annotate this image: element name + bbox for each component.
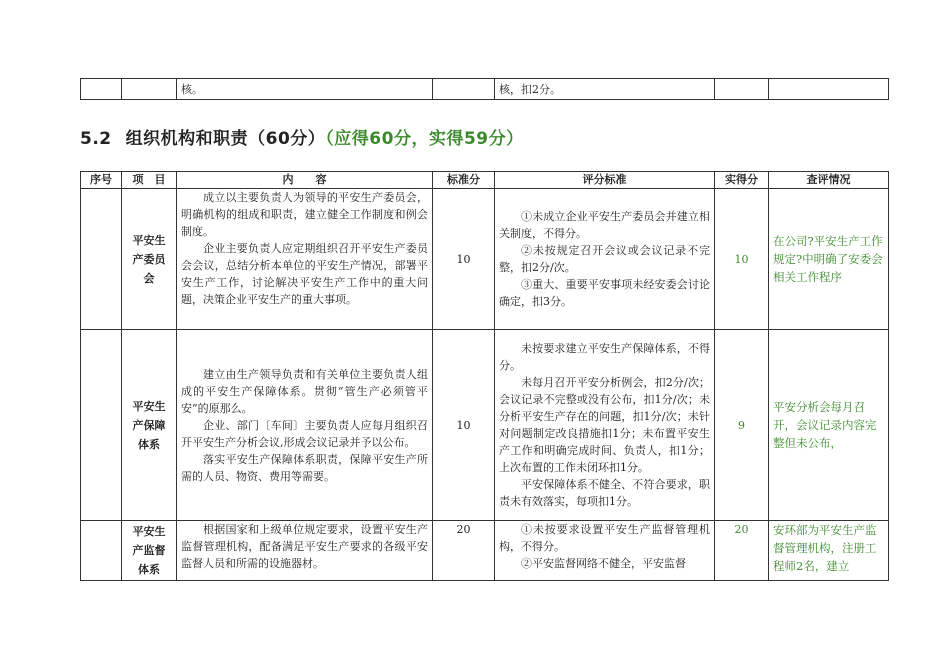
content-paragraph: 建立由生产领导负责和有关单位主要负责人组成的平安生产保障体系。贯彻“管生产必须管平安”的原那么。 bbox=[181, 367, 428, 415]
section-number: 5.2 bbox=[80, 129, 112, 149]
content-paragraph: 落实平安生产保障体系职责，保障平安生产所需的人员、物资、费用等需要。 bbox=[181, 452, 428, 483]
content-paragraph: 企业、部门〔车间〕主要负责人应每月组织召开平安生产分析会议,形成会议记录并予以公布。 bbox=[181, 418, 428, 449]
section-title: 组织机构和职责（60分） bbox=[125, 129, 326, 149]
cell-finding: 平安分析会每月召开，会议记录内容完整但未公布， bbox=[769, 330, 889, 521]
header-item: 项 目 bbox=[122, 172, 177, 189]
cell-seq bbox=[81, 521, 122, 581]
content-paragraph: 成立以主要负责人为领导的平安生产委员会，明确机构的组成和职责，建立健全工作制度和例会制度。 bbox=[181, 191, 428, 238]
cell-actual: 20 bbox=[715, 521, 769, 581]
cell-seq bbox=[81, 330, 122, 521]
cell-criteria: 核，扣2分。 bbox=[495, 79, 715, 100]
cell-actual: 9 bbox=[715, 330, 769, 521]
cell-actual: 10 bbox=[715, 189, 769, 330]
cell-standard bbox=[433, 79, 495, 100]
header-actual: 实得分 bbox=[715, 172, 769, 189]
cell-criteria bbox=[495, 189, 715, 330]
criteria-item: 未按要求建立平安生产保障体系，不得分。 bbox=[499, 342, 710, 372]
cell-content: 核。 bbox=[177, 79, 433, 100]
section-score-note: （应得60分，实得59分） bbox=[325, 129, 524, 149]
cell-standard: 10 bbox=[433, 189, 495, 330]
section-heading bbox=[80, 124, 524, 149]
criteria-item: 未每月召开平安分析例会，扣2分/次；会议记录不完整或没有公布，扣1分/次；未分析平安生产存在的问题，扣1分/次；未针对问题制定改良措施扣1分；未布置平安生产工作和明确完成时间、负责人，扣1分；上次布置的工作未闭环扣1分。 bbox=[499, 376, 710, 474]
header-finding: 查评情况 bbox=[769, 172, 889, 189]
cell-standard: 10 bbox=[433, 330, 495, 521]
cell-item bbox=[122, 521, 177, 581]
cell-criteria bbox=[495, 330, 715, 521]
evaluation-table bbox=[80, 171, 889, 581]
criteria-item: 平安保障体系不健全、不符合要求，职责未有效落实，每项扣1分。 bbox=[499, 478, 710, 508]
criteria-item: ①未按要求设置平安生产监督管理机构，不得分。 bbox=[499, 523, 710, 553]
cell-criteria bbox=[495, 521, 715, 581]
cell-content bbox=[177, 521, 433, 581]
header-criteria: 评分标准 bbox=[495, 172, 715, 189]
header-standard: 标准分 bbox=[433, 172, 495, 189]
cell-content bbox=[177, 330, 433, 521]
cell-actual bbox=[715, 79, 769, 100]
content-paragraph: 企业主要负责人应定期组织召开平安生产委员会会议，总结分析本单位的平安生产情况，部署平安生产工作，讨论解决平安生产工作中的重大问题，决策企业平安生产的重大事项。 bbox=[181, 242, 428, 306]
item-name: 平安生产委员会 bbox=[132, 233, 166, 285]
cell-finding bbox=[769, 79, 889, 100]
cell-seq bbox=[81, 189, 122, 330]
item-name: 平安生产监督体系 bbox=[132, 525, 166, 576]
previous-table-tail bbox=[80, 78, 889, 100]
table-row bbox=[81, 79, 889, 100]
cell-finding: 在公司?平安生产工作规定?中明确了安委会相关工作程序 bbox=[769, 189, 889, 330]
criteria-item: ②平安监督网络不健全，平安监督 bbox=[521, 557, 686, 570]
item-name: 平安生产保障体系 bbox=[132, 399, 166, 451]
cell-item bbox=[122, 189, 177, 330]
criteria-item: ③重大、重要平安事项未经安委会讨论确定，扣3分。 bbox=[499, 278, 710, 308]
criteria-item: ②未按规定召开会议或会议记录不完整，扣2分/次。 bbox=[499, 244, 710, 274]
cell-seq bbox=[81, 79, 122, 100]
cell-finding: 安环部为平安生产监督管理机构，注册工程师2名，建立 bbox=[769, 521, 889, 581]
header-content: 内 容 bbox=[177, 172, 433, 189]
table-row bbox=[81, 330, 889, 521]
cell-content bbox=[177, 189, 433, 330]
table-header-row bbox=[81, 172, 889, 189]
content-paragraph: 根据国家和上级单位规定要求，设置平安生产监督管理机构，配备满足平安生产要求的各级平安监督人员和所需的设施器材。 bbox=[181, 523, 428, 570]
cell-item bbox=[122, 330, 177, 521]
cell-standard: 20 bbox=[433, 521, 495, 581]
table-row bbox=[81, 521, 889, 581]
cell-item bbox=[122, 79, 177, 100]
table-row bbox=[81, 189, 889, 330]
criteria-item: ①未成立企业平安生产委员会并建立相关制度，不得分。 bbox=[499, 210, 710, 240]
header-seq: 序号 bbox=[81, 172, 122, 189]
